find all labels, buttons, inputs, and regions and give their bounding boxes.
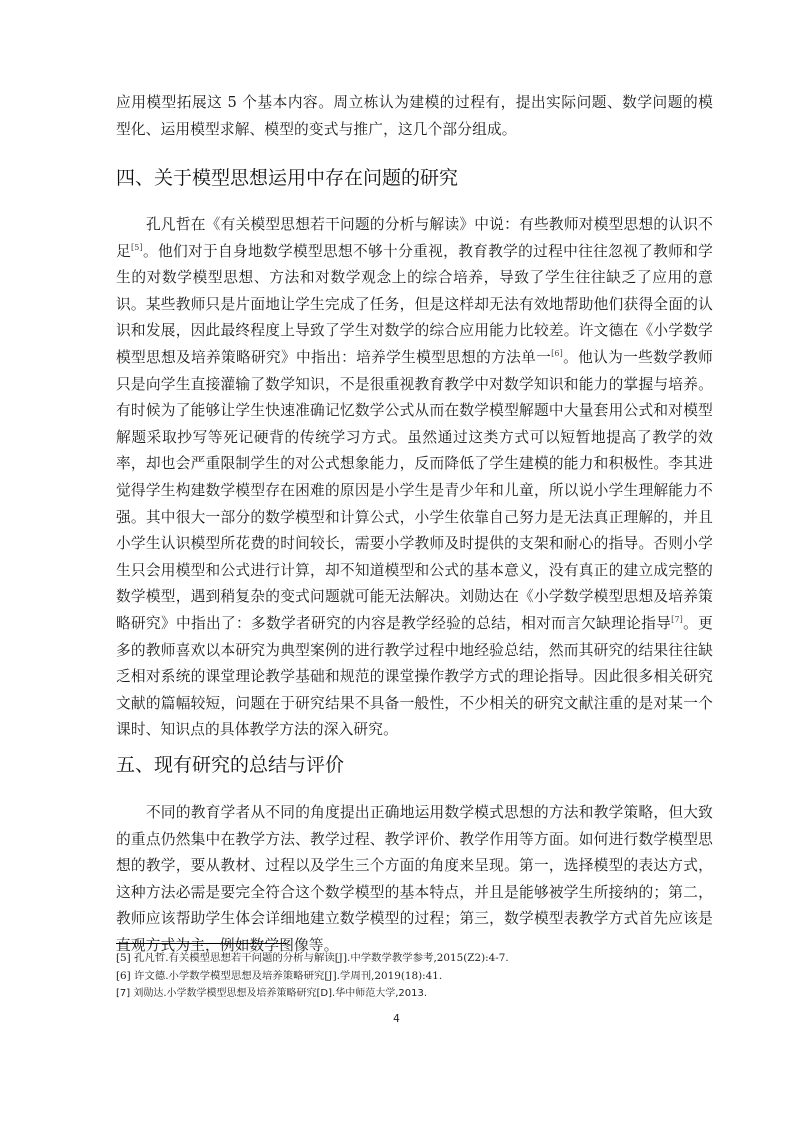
paragraph-section-4: [116, 212, 713, 744]
section-heading-4: 四、关于模型思想运用中存在问题的研究: [116, 167, 459, 189]
footnote-5: [5] 孔凡哲.有关模型思想若干问题的分析与解读[J].中学数学教学参考,2015(Z2):4-7.: [116, 952, 509, 964]
paragraph-text: 。他认为一些数学教师只是向学生直接灌输了数学知识，不是很重视教育教学中对数学知识和能力的掌握与培养。有时候为了能够让学生快速准确记忆数学公式从而在数学模型解题中大量套用公式和对模型解题采取抄写等死记硬背的传统学习方式。虽然通过这类方式可以短暂地提高了教学的效率，却也会严重限制学生的对公式想象能力，反而降低了学生建模的能力和积极性。李其进觉得学生构建数学模型存在困难的原因是小学生是青少年和儿童，所以说小学生理解能力不强。其中很大一部分的数学模型和计算公式，小学生依靠自己努力是无法真正理解的，并且小学生认识模型所花费的时间较长，需要小学教师及时提供的支架和耐心的指导。否则小学生只会用模型和公式进行计算，却不知道模型和公式的基本意义，没有真正的建立成完整的数学模型，遇到稍复杂的变式问题就可能无法解决。刘勋达在《小学数学模型思想及培养策略研究》中指出了：多数学者研究的内容是教学经验的总结，相对而言欠缺理论指导: [116, 348, 713, 632]
citation-marker: [5]: [131, 242, 143, 252]
citation-marker: [7]: [671, 615, 683, 625]
paragraph-text: 。更多的教师喜欢以本研究为典型案例的进行教学过程中地经验总结，然而其研究的结果往往缺乏相对系统的课堂理论教学基础和规范的课堂操作教学方式的理论指导。因此很多相关研究文献的篇幅较短，问题在于研究结果不具备一般性，不少相关的研究文献注重的是对某一个课时、知识点的具体教学方法的深入研究。: [116, 614, 713, 739]
paragraph-continued: 应用模型拓展这 5 个基本内容。周立栋认为建模的过程有，提出实际问题、数学问题的模型化、运用模型求解、模型的变式与推广，这几个部分组成。: [116, 94, 713, 138]
paragraph-text: 孔凡哲在《有关模型思想若干问题的分析与解读》中说：有些教师对模型思想的认识不足: [116, 216, 713, 260]
paragraph-section-5: 不同的教育学者从不同的角度提出正确地运用数学模式思想的方法和教学策略，但大致的重点仍然集中在教学方法、教学过程、教学评价、教学作用等方面。如何进行数学模型思想的教学，要从教材、过程以及学生三个方面的角度来呈现。第一，选择模型的表达方式，这种方法必需是要完全符合这个数学模型的基本特点，并且是能够被学生所接纳的；第二，教师应该帮助学生体会详细地建立数学模型的过程；第三，数学模型表教学方式首先应该是直观方式为主，例如数学图像等。: [116, 804, 713, 954]
paragraph-text: 。他们对于自身地数学模型思想不够十分重视，教育教学的过程中往往忽视了教师和学生的对数学模型思想、方法和对数学观念上的综合培养，导致了学生往往缺乏了应用的意识。某些教师只是片面地让学生完成了任务，但是这样却无法有效地帮助他们获得全面的认识和发展，因此最终程度上导致了学生对数学的综合应用能力比较差。许文德在《小学数学模型思想及培养策略研究》中指出：培养学生模型思想的方法单一: [116, 242, 714, 366]
page-number: 4: [393, 1013, 400, 1025]
footnote-6: [6] 许文德.小学数学模型思想及培养策略研究[J].学周刊,2019(18):41.: [116, 969, 443, 982]
footnote-divider: [116, 943, 286, 944]
citation-marker: [6]: [551, 349, 563, 359]
footnote-7: [7] 刘勋达.小学数学模型思想及培养策略研究[D].华中师范大学,2013.: [116, 988, 428, 999]
section-heading-5: 五、现有研究的总结与评价: [116, 754, 345, 776]
footnotes: [116, 950, 713, 1003]
